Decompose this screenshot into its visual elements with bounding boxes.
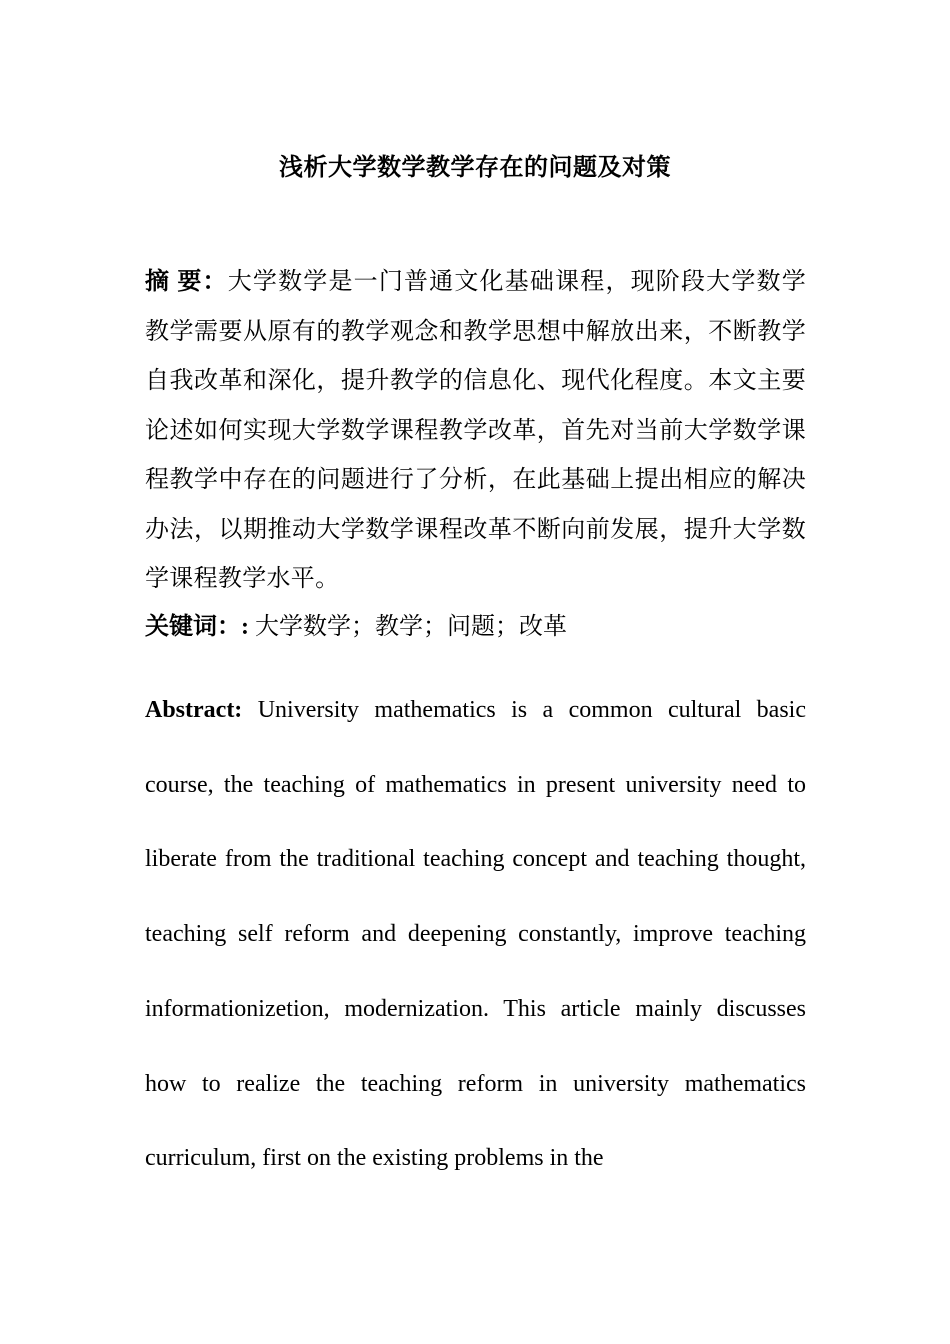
document-title: 浅析大学数学教学存在的问题及对策 bbox=[279, 155, 671, 181]
keywords-line bbox=[145, 607, 806, 647]
english-abstract bbox=[145, 673, 806, 1196]
english-abstract-label: Abstract: bbox=[145, 697, 243, 723]
english-abstract-text: University mathematics is a common cultural basic course, the teaching of mathematics in present university need to liberate from the traditional teaching concept and teaching thought, teaching self reform and deepening constantly, improve teaching informationizetion, modernization. This article mainly discusses how to realize the teaching reform in university mathematics curriculum, first on the existing problems in the bbox=[145, 697, 806, 1172]
keywords-text: 大学数学；教学；问题；改革 bbox=[249, 614, 567, 640]
chinese-abstract-label: 摘 要： bbox=[145, 269, 228, 295]
keywords-label: 关键词：: bbox=[145, 614, 249, 640]
chinese-abstract bbox=[145, 258, 806, 605]
chinese-abstract-text: 大学数学是一门普通文化基础课程，现阶段大学数学教学需要从原有的教学观念和教学思想中解放出来，不断教学自我改革和深化，提升教学的信息化、现代化程度。本文主要论述如何实现大学数学课程教学改革，首先对当前大学数学课程教学中存在的问题进行了分析，在此基础上提出相应的解决办法，以期推动大学数学课程改革不断向前发展，提升大学数学课程教学水平。 bbox=[145, 269, 807, 592]
